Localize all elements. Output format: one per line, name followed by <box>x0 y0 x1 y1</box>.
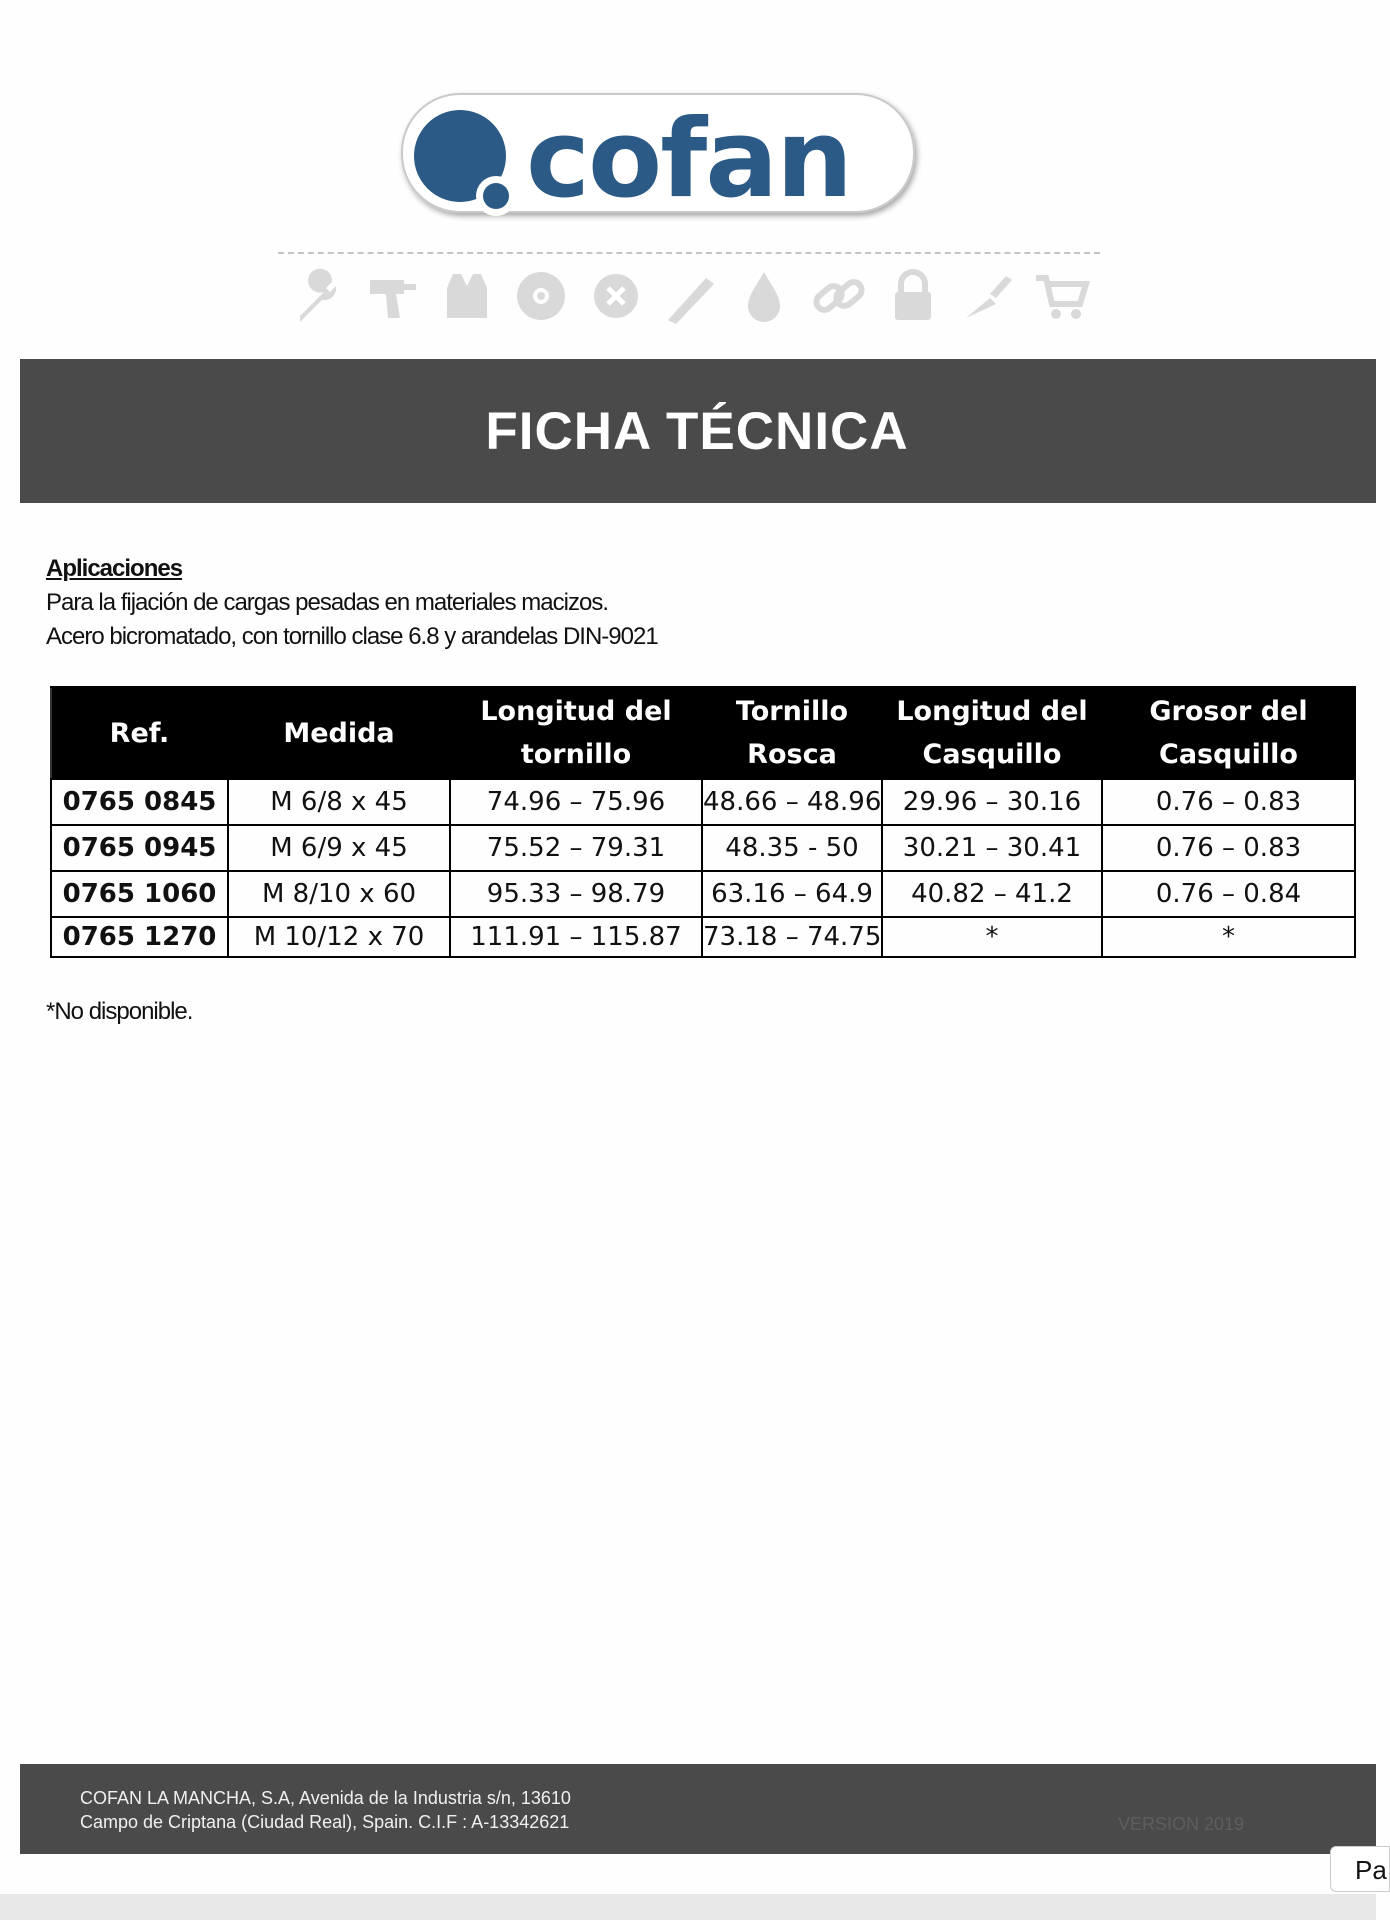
cell-ref: 0765 1060 <box>51 871 228 917</box>
address-line: Campo de Criptana (Ciudad Real), Spain. C.I.F : A-13342621 <box>80 1812 570 1832</box>
wrench-icon <box>290 268 346 324</box>
cell-tornillo-rosca: 48.66 – 48.96 <box>702 779 882 825</box>
table-header-row <box>51 687 1355 779</box>
version-label: VERSION 2019 <box>1118 1814 1245 1834</box>
header-grosor-casquillo: Grosor del Casquillo <box>1102 687 1355 779</box>
cell-tornillo-rosca: 63.16 – 64.9 <box>702 871 882 917</box>
cell-tornillo-rosca: 73.18 – 74.75 <box>702 917 882 957</box>
footer-banner <box>20 1764 1376 1854</box>
cell-longitud-casquillo: * <box>882 917 1102 957</box>
divider <box>278 252 1100 254</box>
lock-icon <box>885 268 941 324</box>
applications-heading: Aplicaciones <box>46 555 183 582</box>
disc-icon <box>513 268 569 324</box>
header-longitud-tornillo: Longitud del tornillo <box>450 687 702 779</box>
cofan-logo <box>398 70 918 240</box>
cell-longitud-casquillo: 30.21 – 30.41 <box>882 825 1102 871</box>
table-row <box>51 871 1355 917</box>
svg-text:cofan: cofan <box>526 97 851 222</box>
cell-longitud-tornillo: 111.91 – 115.87 <box>450 917 702 957</box>
header-longitud-casquillo: Longitud del Casquillo <box>882 687 1102 779</box>
cell-ref: 0765 0845 <box>51 779 228 825</box>
applications-line: Acero bicromatado, con tornillo clase 6.8 y arandelas DIN-9021 <box>46 623 658 650</box>
cell-ref: 0765 1270 <box>51 917 228 957</box>
cell-grosor-casquillo: * <box>1102 917 1355 957</box>
cell-longitud-casquillo: 40.82 – 41.2 <box>882 871 1102 917</box>
cell-medida: M 6/9 x 45 <box>228 825 450 871</box>
cell-longitud-tornillo: 95.33 – 98.79 <box>450 871 702 917</box>
header-ref: Ref. <box>51 687 228 779</box>
header-medida: Medida <box>228 687 450 779</box>
page-title: FICHA TÉCNICA <box>485 401 909 461</box>
table-row <box>51 825 1355 871</box>
cart-icon <box>1034 268 1090 324</box>
drill-icon <box>364 268 420 324</box>
address-line: COFAN LA MANCHA, S.A, Avenida de la Industria s/n, 13610 <box>80 1788 571 1808</box>
spec-table <box>50 686 1356 958</box>
applications-line: Para la fijación de cargas pesadas en materiales macizos. <box>46 589 608 616</box>
cross-circle-icon <box>588 268 644 324</box>
header-tornillo-rosca: Tornillo Rosca <box>702 687 882 779</box>
category-icons <box>290 268 1090 324</box>
cell-ref: 0765 0945 <box>51 825 228 871</box>
drop-icon <box>736 268 792 324</box>
cell-medida: M 8/10 x 60 <box>228 871 450 917</box>
availability-note: *No disponible. <box>46 998 193 1025</box>
safety-vest-icon <box>439 268 495 324</box>
company-address <box>80 1786 571 1834</box>
title-banner <box>20 359 1376 503</box>
trowel-icon <box>960 268 1016 324</box>
bottom-bar <box>0 1894 1376 1920</box>
chain-link-icon <box>811 268 867 324</box>
cell-longitud-tornillo: 74.96 – 75.96 <box>450 779 702 825</box>
cell-longitud-tornillo: 75.52 – 79.31 <box>450 825 702 871</box>
applications-section <box>46 552 946 654</box>
cell-medida: M 6/8 x 45 <box>228 779 450 825</box>
cell-medida: M 10/12 x 70 <box>228 917 450 957</box>
table-row <box>51 779 1355 825</box>
cell-grosor-casquillo: 0.76 – 0.83 <box>1102 779 1355 825</box>
cell-grosor-casquillo: 0.76 – 0.83 <box>1102 825 1355 871</box>
cell-tornillo-rosca: 48.35 - 50 <box>702 825 882 871</box>
page-tab[interactable]: Pa <box>1330 1846 1390 1892</box>
table-row <box>51 917 1355 957</box>
saw-icon <box>662 268 718 324</box>
cofan-logo-graphic <box>398 70 918 240</box>
cell-grosor-casquillo: 0.76 – 0.84 <box>1102 871 1355 917</box>
cell-longitud-casquillo: 29.96 – 30.16 <box>882 779 1102 825</box>
